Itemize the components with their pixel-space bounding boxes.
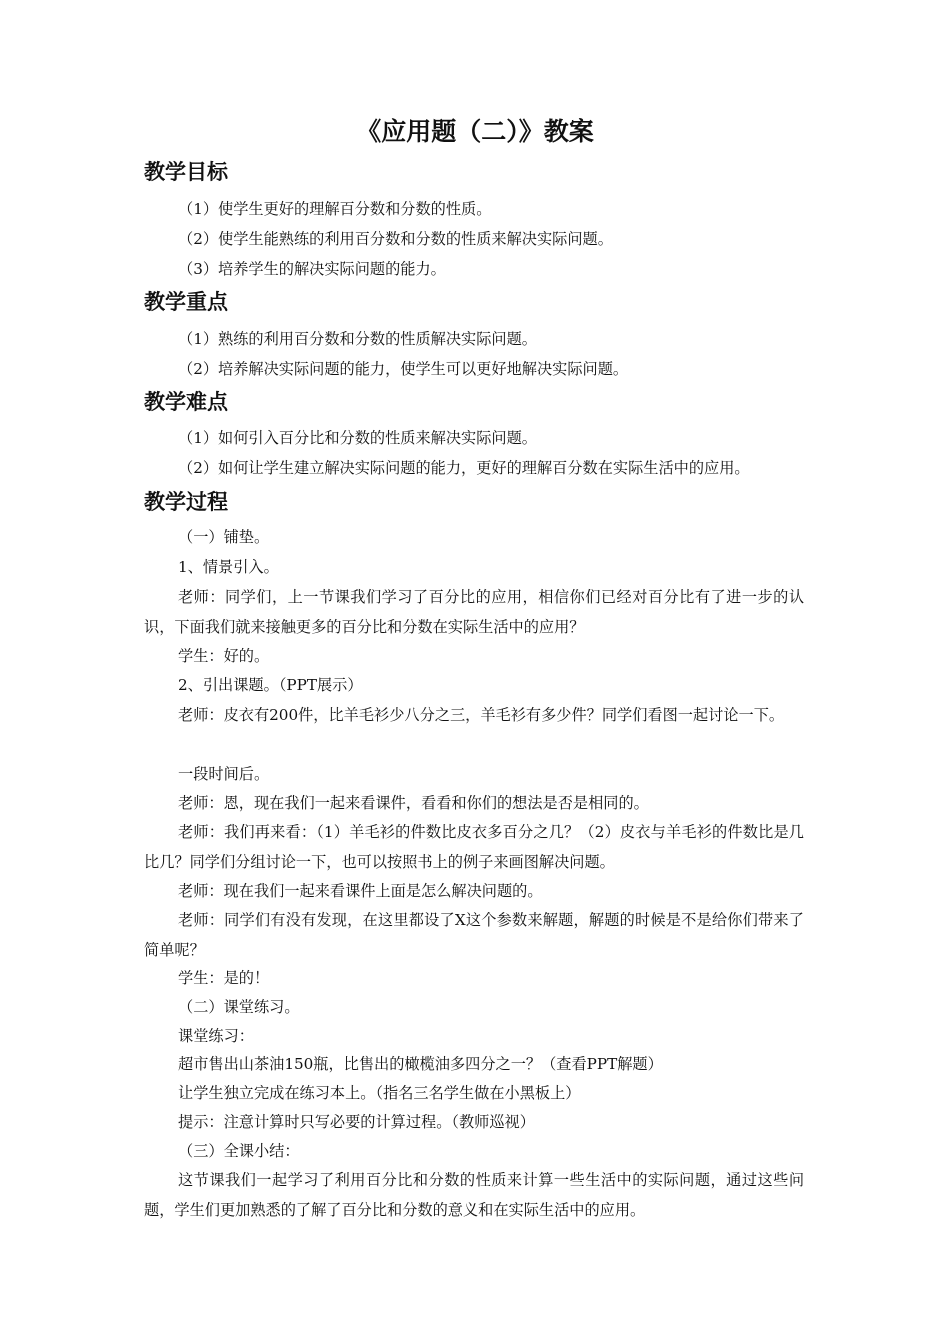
process-paragraph: （一）铺垫。: [178, 528, 270, 546]
goal-item-3: （3）培养学生的解决实际问题的能力。: [178, 260, 446, 278]
process-paragraph: 学生：是的！: [178, 969, 270, 987]
process-paragraph: 老师：同学们有没有发现，在这里都设了X这个参数来解题，解题的时候是不是给你们带来了简单呢？: [144, 911, 804, 959]
key-point-item-1: （1）熟练的利用百分数和分数的性质解决实际问题。: [178, 330, 537, 348]
process-paragraph: 老师：皮衣有200件，比羊毛衫少八分之三，羊毛衫有多少件？同学们看图一起讨论一下。: [178, 706, 785, 724]
difficulty-item-1: （1）如何引入百分比和分数的性质来解决实际问题。: [178, 429, 537, 447]
process-paragraph: （二）课堂练习。: [178, 998, 300, 1016]
difficulty-item-2: （2）如何让学生建立解决实际问题的能力，更好的理解百分数在实际生活中的应用。: [178, 459, 750, 477]
process-paragraph: 课堂练习：: [178, 1027, 254, 1045]
process-paragraph: 学生：好的。: [178, 647, 270, 665]
goal-item-1: （1）使学生更好的理解百分数和分数的性质。: [178, 200, 492, 218]
key-point-item-2: （2）培养解决实际问题的能力，使学生可以更好地解决实际问题。: [178, 360, 629, 378]
process-paragraph: 老师：我们再来看：（1）羊毛衫的件数比皮衣多百分之几？（2）皮衣与羊毛衫的件数比是几比几？同学们分组讨论一下，也可以按照书上的例子来画图解决问题。: [144, 823, 804, 871]
process-paragraph: 提示：注意计算时只写必要的计算过程。（教师巡视）: [178, 1113, 535, 1131]
heading-process: 教学过程: [144, 490, 228, 514]
process-paragraph: 1、情景引入。: [178, 558, 279, 576]
heading-key-points: 教学重点: [144, 290, 228, 314]
process-paragraph: 老师：现在我们一起来看课件上面是怎么解决问题的。: [178, 882, 543, 900]
document-title: 《应用题（二）》教案: [356, 117, 594, 146]
process-paragraph: 超市售出山茶油150瓶，比售出的橄榄油多四分之一？（查看PPT解题）: [178, 1055, 663, 1073]
process-paragraph: 让学生独立完成在练习本上。（指名三名学生做在小黑板上）: [178, 1084, 581, 1102]
process-paragraph: 这节课我们一起学习了利用百分比和分数的性质来计算一些生活中的实际问题，通过这些问题，学生们更加熟悉的了解了百分比和分数的意义和在实际生活中的应用。: [144, 1171, 804, 1219]
goal-item-2: （2）使学生能熟练的利用百分数和分数的性质来解决实际问题。: [178, 230, 613, 248]
heading-goals: 教学目标: [144, 160, 228, 184]
process-paragraph: 2、引出课题。（PPT展示）: [178, 676, 363, 694]
heading-difficulties: 教学难点: [144, 390, 228, 414]
process-paragraph: 老师：恩，现在我们一起来看课件，看看和你们的想法是否是相同的。: [178, 794, 649, 812]
process-paragraph: 一段时间后。: [178, 765, 270, 783]
process-paragraph: （三）全课小结：: [178, 1142, 300, 1160]
process-paragraph: 老师：同学们，上一节课我们学习了百分比的应用，相信你们已经对百分比有了进一步的认识，下面我们就来接触更多的百分比和分数在实际生活中的应用？: [144, 588, 804, 636]
